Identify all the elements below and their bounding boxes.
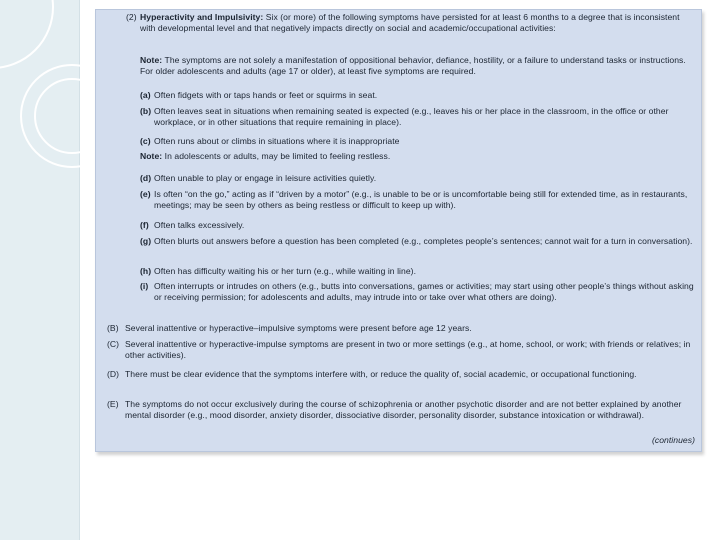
criterion-heading: Hyperactivity and Impulsivity: xyxy=(140,12,264,22)
note-text: In adolescents or adults, may be limited to feeling restless. xyxy=(164,151,391,161)
symptom-item xyxy=(96,281,695,303)
note-heading: Note: xyxy=(140,55,163,65)
symptom-text: Is often “on the go,” acting as if “driven by a motor” (e.g., is unable to be or is uncomfortable being still for extended time, as in restaurants, meetings; may be seen by others as being restless or difficult to keep up with). xyxy=(154,189,688,210)
symptom-label: (b) xyxy=(140,106,152,116)
criterion-2 xyxy=(96,12,695,34)
symptom-text: Often blurts out answers before a question has been completed (e.g., completes people’s sentences; cannot wait for a turn in conversation). xyxy=(154,236,693,246)
decorative-ring xyxy=(0,0,54,69)
criterion-label: (B) xyxy=(107,323,119,333)
symptom-item xyxy=(96,189,695,211)
criterion-text: There must be clear evidence that the symptoms interfere with, or reduce the quality of, social academic, or occupational functioning. xyxy=(125,369,637,379)
symptom-item xyxy=(96,220,695,231)
symptom-text: Often unable to play or engage in leisure activities quietly. xyxy=(154,173,377,183)
criterion-body xyxy=(140,12,695,34)
symptom-label: (g) xyxy=(140,236,152,246)
note-block xyxy=(96,151,695,162)
symptom-label: (a) xyxy=(140,90,151,100)
note-heading: Note: xyxy=(140,151,163,161)
criterion-item xyxy=(96,339,695,361)
sidebar-decoration xyxy=(0,0,80,540)
symptom-item xyxy=(96,136,695,147)
symptom-text: Often has difficulty waiting his or her turn (e.g., while waiting in line). xyxy=(154,266,417,276)
criterion-label: (E) xyxy=(107,399,119,409)
symptom-item xyxy=(96,236,695,247)
criterion-label: (C) xyxy=(107,339,120,349)
note-text: The symptoms are not solely a manifestation of oppositional behavior, defiance, hostility, or a failure to understand tasks or instructions. For older adolescents and adults (age 17 or older), at least five symptoms are required. xyxy=(140,55,686,76)
symptom-label: (e) xyxy=(140,189,151,199)
criterion-text: Six (or more) of the following symptoms have persisted for at least 6 months to a degree that is inconsistent with developmental level and that negatively impacts directly on social and academic/occupational activities: xyxy=(140,12,680,33)
symptom-label: (i) xyxy=(140,281,149,291)
criterion-label: (D) xyxy=(107,369,120,379)
criterion-item xyxy=(96,323,695,334)
continues-marker: (continues) xyxy=(651,435,695,445)
symptom-label: (d) xyxy=(140,173,152,183)
symptom-text: Often fidgets with or taps hands or feet or squirms in seat. xyxy=(154,90,378,100)
symptom-label: (c) xyxy=(140,136,151,146)
criterion-text: Several inattentive or hyperactive-impulse symptoms are present in two or more settings (e.g., at home, school, or work; with friends or relatives; in other activities). xyxy=(125,339,691,360)
symptom-item xyxy=(96,266,695,277)
criteria-panel xyxy=(95,9,702,452)
symptom-item xyxy=(96,90,695,101)
criterion-label: (2) xyxy=(126,12,137,22)
symptom-text: Often runs about or climbs in situations where it is inappropriate xyxy=(154,136,400,146)
symptom-item xyxy=(96,173,695,184)
symptom-text: Often talks excessively. xyxy=(154,220,245,230)
symptom-label: (f) xyxy=(140,220,149,230)
criterion-text: Several inattentive or hyperactive–impulsive symptoms were present before age 12 years. xyxy=(125,323,472,333)
note-block xyxy=(96,55,695,77)
criterion-text: The symptoms do not occur exclusively during the course of schizophrenia or another psychotic disorder and are not better explained by another mental disorder (e.g., mood disorder, anxiety disorder, dissociative disorder, personality disorder, substance intoxication or withdrawal). xyxy=(125,399,682,420)
criterion-item xyxy=(96,399,695,421)
symptom-label: (h) xyxy=(140,266,152,276)
symptom-text: Often leaves seat in situations when remaining seated is expected (e.g., leaves his or her place in the classroom, in the office or other workplace, or in other situations that require remaining in place). xyxy=(154,106,669,127)
symptom-text: Often interrupts or intrudes on others (e.g., butts into conversations, games or activities; may start using other people’s things without asking or receiving permission; for adolescents and adults, may intrude into or take over what others are doing). xyxy=(154,281,694,302)
criterion-item xyxy=(96,369,695,380)
symptom-item xyxy=(96,106,695,128)
